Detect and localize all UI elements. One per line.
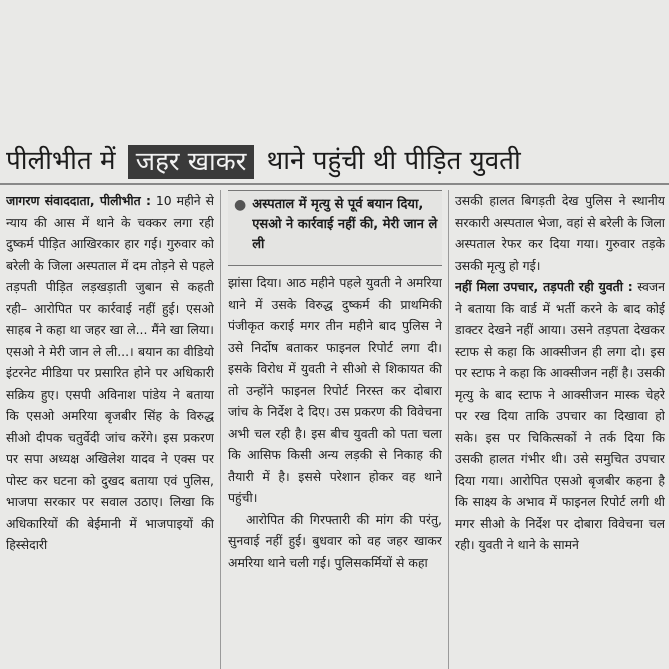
column-3-paragraph-1: उसकी हालत बिगड़ती देख पुलिस ने स्थानीय सरकारी अस्पताल भेजा, वहां से बरेली के जिला अस्पताल रेफर कर दिया गया। गुरुवार तड़के उसकी मृत्यु हो गई। [455,193,665,273]
article-column-3 [455,190,665,669]
subheadline-highlight: जहर खाकर [128,145,255,179]
column-3-subtitle: नहीं मिला उपचार, तड़पती रही युवती : [455,279,633,294]
header-divider [0,183,669,185]
bullet-icon: ● [234,197,247,213]
column-1-text: 10 महीने से न्याय की आस में थाने के चक्कर लगा रही दुष्कर्म पीड़ित आखिरकार हार गई। गुरुवार को बरेली के जिला अस्पताल में दम तोड़ने से पहले तड़पती पीड़ित लड़खड़ाती जुबान से कहती रही– आरोपित पर कार्रवाई नहीं हुई। एसओ साहब ने कहा था जहर खा ले... मैंने खा लिया। एसओ ने मेरी जान ले ली...। बयान का वीडियो इंटरनेट मीडिया पर प्रसारित होने पर अधिकारी सक्रिय हुए। एसपी अविनाश पांडेय ने बताया कि एसओ अमरिया बृजबीर सिंह के विरुद्ध सीओ दीपक चतुर्वेदी जांच करेंगे। इस प्रकरण पर सपा अध्यक्ष अखिलेश यादव ने एक्स पर पोस्ट कर घटना को दुखद बताया एवं पुलिस, भाजपा सरकार पर सवाल उठाए। लिखा कि अधिकारियों की बेईमानी में भाजपाइयों की हिस्सेदारी [6,193,214,552]
subheadline-after: थाने पहुंची थी पीड़ित युवती [266,146,521,176]
column-1-paragraph [6,190,214,556]
subheadline [6,142,666,180]
pull-quote-text: अस्पताल में मृत्यु से पूर्व बयान दिया, एसओ ने कार्रवाई नहीं की, मेरी जान ले ली [252,197,438,252]
article-column-1 [6,190,214,669]
byline: जागरण संवाददाता, पीलीभीत : [6,193,151,208]
column-divider-1 [220,190,221,669]
article-column-2 [228,190,442,669]
column-3-paragraph-2 [455,276,665,556]
subheadline-before: पीलीभीत में [6,146,116,176]
column-2-paragraph-2: आरोपित की गिरफ्तारी की मांग की परंतु, सुनवाई नहीं हुई। बुधवार को वह जहर खाकर अमरिया थाने चली गई। पुलिसकर्मियों से कहा [228,511,442,570]
column-divider-2 [448,190,449,669]
column-3-text: स्वजन ने बताया कि वार्ड में भर्ती करने के बाद कोई डाक्टर देखने नहीं आया। उसने तड़पता देखकर स्टाफ से कहा कि आक्सीजन ही लगा दो। इस पर स्टाफ ने कहा कि आक्सीजन नहीं है। उसकी मृत्यु के बाद स्टाफ ने आक्सीजन मास्क चेहरे पर रख दिया ताकि उपचार का दिखावा हो सके। इस पर चिकित्सकों ने तर्क दिया कि उसकी हालत गंभीर थी। उसे समुचित उपचार दिया गया। आरोपित एसओ बृजबीर कहना है कि साक्ष्य के अभाव में फाइनल रिपोर्ट लगी थी मगर सीओ के निर्देश पर दोबारा विवेचना चल रही। युवती ने थाने के सामने [455,279,665,552]
column-2-paragraph-1: झांसा दिया। आठ महीने पहले युवती ने अमरिया थाने में उसके विरुद्ध दुष्कर्म की प्राथमिकी पंजीकृत कराई मगर तीन महीने बाद पुलिस ने उसे निर्दोष बताकर फाइनल रिपोर्ट लगा दी। इसके विरोध में युवती ने सीओ से शिकायत की तो उन्होंने फाइनल रिपोर्ट निरस्त कर दोबारा जांच के निर्देश दे दिए। उस प्रकरण की विवेचना अभी चल रही है। इस बीच युवती को पता चला कि आसिफ किसी अन्य लड़की से निकाह की तैयारी में है। इससे परेशान होकर वह थाने पहुंची। [228,275,442,505]
pull-quote [228,190,442,266]
